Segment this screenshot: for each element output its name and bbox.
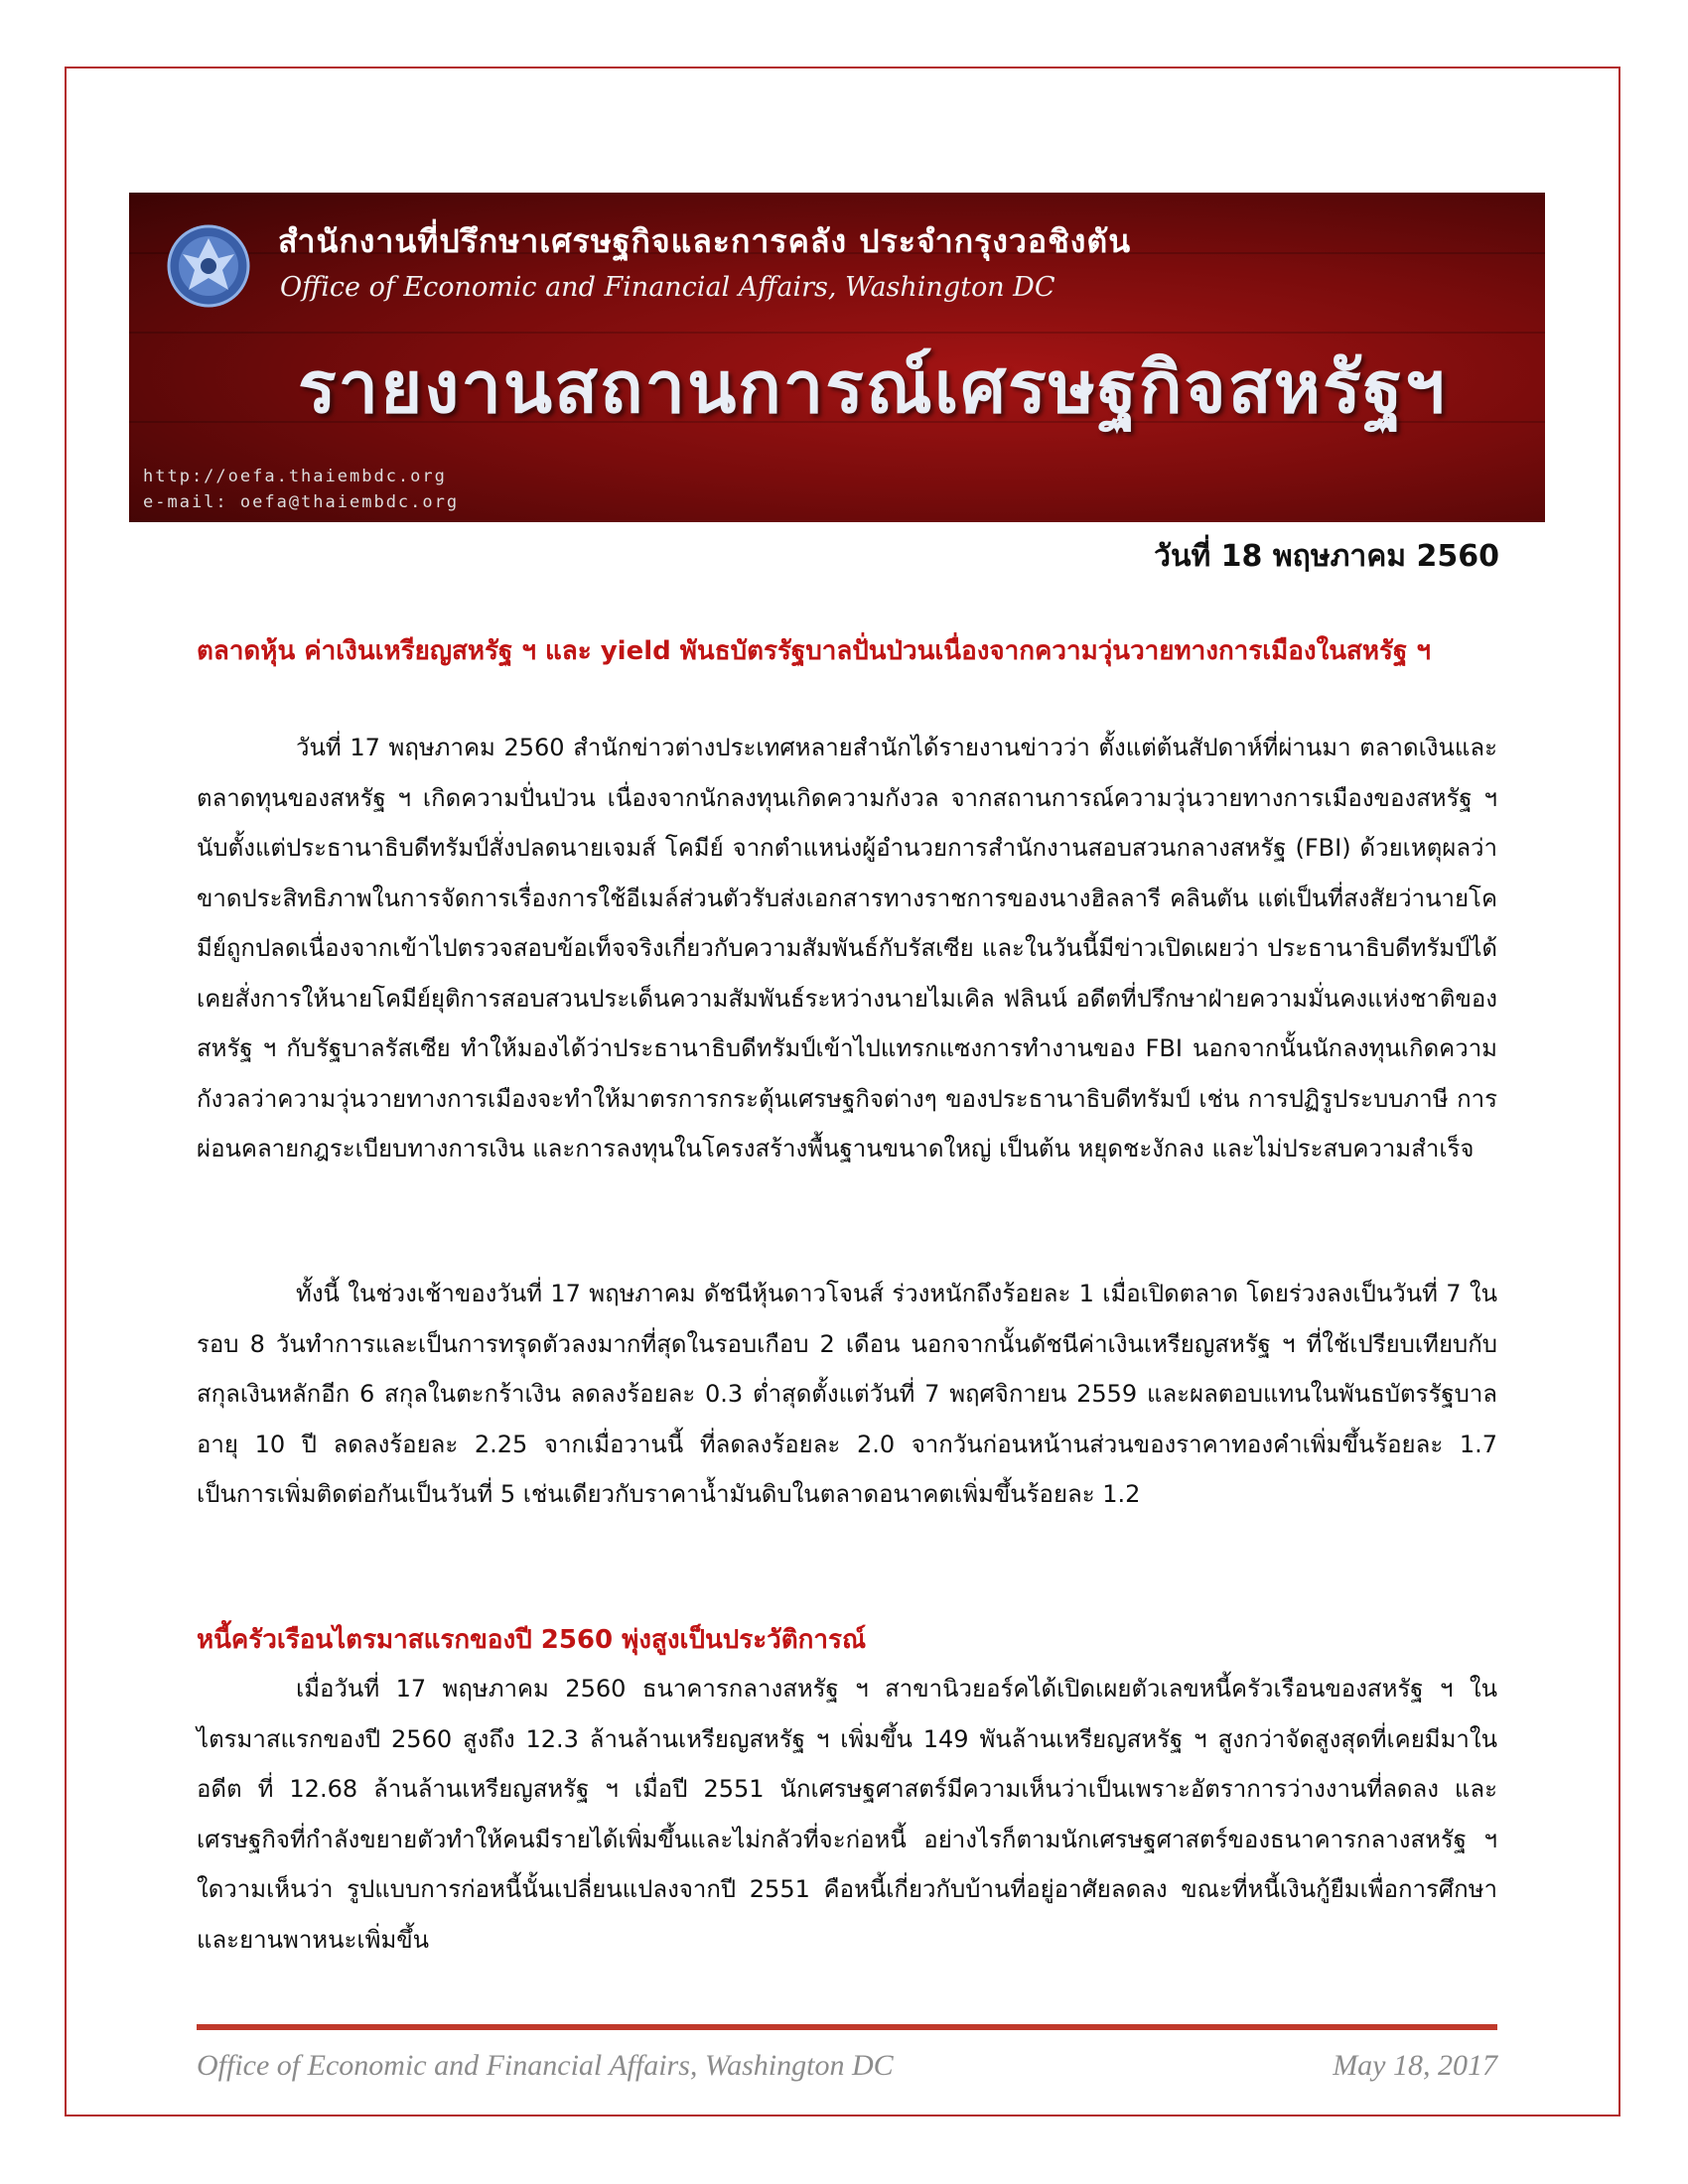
header-banner xyxy=(129,193,1545,522)
office-name-english: Office of Economic and Financial Affairs, Washington DC xyxy=(280,272,1055,303)
section-heading-household-debt: หนี้ครัวเรือนไตรมาสแรกของปี 2560 พุ่งสูงเป็นประวัติการณ์ xyxy=(197,1625,867,1655)
website-url[interactable]: http://oefa.thaiembdc.org xyxy=(143,467,447,486)
contact-email[interactable]: e-mail: oefa@thaiembdc.org xyxy=(143,492,460,512)
footer-rule xyxy=(197,2024,1497,2030)
footer-date: May 18, 2017 xyxy=(1333,2049,1497,2082)
report-title: รายงานสถานการณ์เศรษฐกิจสหรัฐฯ xyxy=(298,345,1447,429)
footer-office-name: Office of Economic and Financial Affairs, Washington DC xyxy=(197,2049,894,2082)
paragraph-markets-2: ทั้งนี้ ในช่วงเช้าของวันที่ 17 พฤษภาคม ดัชนีหุ้นดาวโจนส์ ร่วงหนักถึงร้อยละ 1 เมื่อเปิดตลาด โดยร่วงลงเป็นวันที่ 7 ในรอบ 8 วันทำการและเป็นการทรุดตัวลงมากที่สุดในรอบเกือบ 2 เดือน นอกจากนั้นดัชนีค่าเงินเหรียญสหรัฐ ฯ ที่ใช้เปรียบเทียบกับสกุลเงินหลักอีก 6 สกุลในตะกร้าเงิน ลดลงร้อยละ 0.3 ต่ำสุดตั้งแต่วันที่ 7 พฤศจิกายน 2559 และผลตอบแทนในพันธบัตรรัฐบาลอายุ 10 ปี ลดลงร้อยละ 2.25 จากเมื่อวานนี้ ที่ลดลงร้อยละ 2.0 จากวันก่อนหน้านส่วนของราคาทองคำเพิ่มขึ้นร้อยละ 1.7 เป็นการเพิ่มติดต่อกันเป็นวันที่ 5 เช่นเดียวกับราคาน้ำมันดิบในตลาดอนาคตเพิ่มขึ้นร้อยละ 1.2 xyxy=(197,1280,1497,1508)
section-heading-markets: ตลาดหุ้น ค่าเงินเหรียญสหรัฐ ฯ และ yield พันธบัตรรัฐบาลปั่นป่วนเนื่องจากความวุ่นวายทางการเมืองในสหรัฐ ฯ xyxy=(197,636,1432,666)
report-date: วันที่ 18 พฤษภาคม 2560 xyxy=(1154,539,1499,574)
paragraph-household-debt: เมื่อวันที่ 17 พฤษภาคม 2560 ธนาคารกลางสหรัฐ ฯ สาขานิวยอร์คได้เปิดเผยตัวเลขหนี้ครัวเรือนของสหรัฐ ฯ ในไตรมาสแรกของปี 2560 สูงถึง 12.3 ล้านล้านเหรียญสหรัฐ ฯ เพิ่มขึ้น 149 พันล้านเหรียญสหรัฐ ฯ สูงกว่าจัดสูงสุดที่เคยมีมาในอดีต ที่ 12.68 ล้านล้านเหรียญสหรัฐ ฯ เมื่อปี 2551 นักเศรษฐศาสตร์มีความเห็นว่าเป็นเพราะอัตราการว่างงานที่ลดลง และเศรษฐกิจที่กำลังขยายตัวทำให้คนมีรายได้เพิ่มขึ้นและไม่กลัวที่จะก่อหนี้ อย่างไรก็ตามนักเศรษฐศาสตร์ของธนาคารกลางสหรัฐ ฯ ใดวามเห็นว่า รูปแบบการก่อหนี้นั้นเปลี่ยนแปลงจากปี 2551 คือหนี้เกี่ยวกับบ้านที่อยู่อาศัยลดลง ขณะที่หนี้เงินกู้ยืมเพื่อการศึกษา และยานพาหนะเพิ่มขึ้น xyxy=(197,1675,1497,1954)
office-name-thai: สำนักงานที่ปรึกษาเศรษฐกิจและการคลัง ประจำกรุงวอชิงตัน xyxy=(278,222,1132,260)
paragraph-markets-1: วันที่ 17 พฤษภาคม 2560 สำนักข่าวต่างประเทศหลายสำนักได้รายงานข่าวว่า ตั้งแต่ต้นสัปดาห์ที่ผ่านมา ตลาดเงินและตลาดทุนของสหรัฐ ฯ เกิดความปั่นป่วน เนื่องจากนักลงทุนเกิดความกังวล จากสถานการณ์ความวุ่นวายทางการเมืองของสหรัฐ ฯ นับตั้งแต่ประธานาธิบดีทรัมป์สั่งปลดนายเจมส์ โคมีย์ จากตำแหน่งผู้อำนวยการสำนักงานสอบสวนกลางสหรัฐ (FBI) ด้วยเหตุผลว่า ขาดประสิทธิภาพในการจัดการเรื่องการใช้อีเมล์ส่วนตัวรับส่งเอกสารทางราชการของนางฮิลลารี คลินตัน แต่เป็นที่สงสัยว่านายโคมีย์ถูกปลดเนื่องจากเข้าไปตรวจสอบข้อเท็จจริงเกี่ยวกับความสัมพันธ์กับรัสเซีย และในวันนี้มีข่าวเปิดเผยว่า ประธานาธิบดีทรัมป์ได้เคยสั่งการให้นายโคมีย์ยุติการสอบสวนประเด็นความสัมพันธ์ระหว่างนายไมเคิล ฟลินน์ อดีตที่ปรึกษาฝ่ายความมั่นคงแห่งชาติของสหรัฐ ฯ กับรัฐบาลรัสเซีย ทำให้มองได้ว่าประธานาธิบดีทรัมป์เข้าไปแทรกแซงการทำงานของ FBI นอกจากนั้นนักลงทุนเกิดความกังวลว่าความวุ่นวายทางการเมืองจะทำให้มาตรการกระตุ้นเศรษฐกิจต่างๆ ของประธานาธิบดีทรัมป์ เช่น การปฏิรูประบบภาษี การผ่อนคลายกฎระเบียบทางการเงิน และการลงทุนในโครงสร้างพื้นฐานขนาดใหญ่ เป็นต้น หยุดชะงักลง และไม่ประสบความสำเร็จ xyxy=(197,734,1497,1162)
garuda-emblem-icon xyxy=(163,218,254,310)
